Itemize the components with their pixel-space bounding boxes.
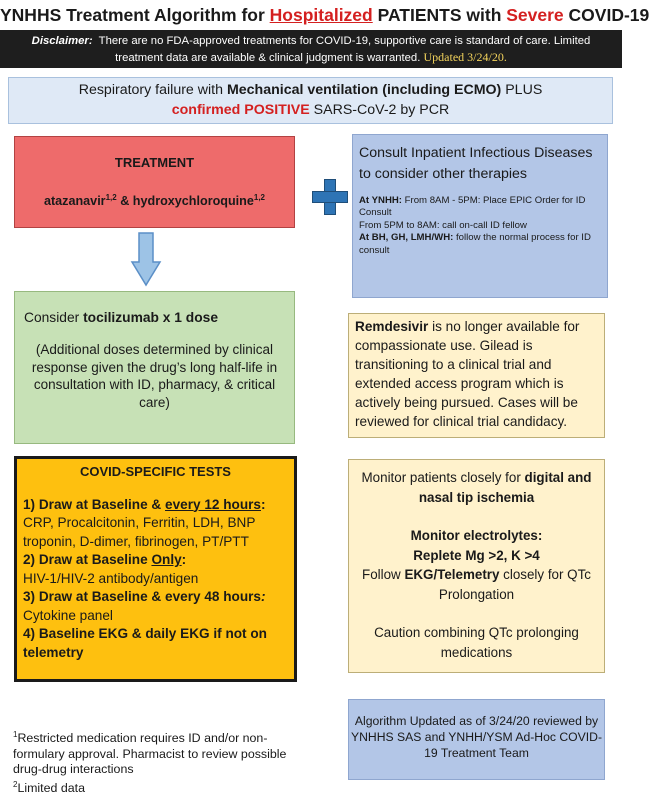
tocilizumab-note: (Additional doses determined by clinical response given the drug’s long half-life in consultation with ID, pharmacy, & critical care) [31, 342, 278, 410]
plus-icon [312, 179, 348, 215]
disclaimer-text: There are no FDA-approved treatments for COVID-19, supportive care is standard of care. Limited treatment data are available & clinical judgment is warranted. [98, 35, 591, 64]
severe-text: Severe [506, 5, 564, 25]
algorithm-update-box: Algorithm Updated as of 3/24/20 reviewed by YNHHS SAS and YNHH/YSM Ad-Hoc COVID-19 Treatment Team [348, 699, 605, 780]
treatment-heading: TREATMENT [114, 155, 195, 170]
page-title: YNHHS Treatment Algorithm for Hospitalized PATIENTS with Severe COVID-19 [0, 5, 649, 25]
disclaimer-banner [0, 30, 622, 68]
consult-info: At YNHH: From 8AM - 5PM: Place EPIC Order for ID Consult From 5PM to 8AM: call on-call ID fellow At BH, GH, LMH/WH: follow the normal process for ID consult [359, 195, 591, 256]
confirmed-positive-text: confirmed POSITIVE [171, 102, 310, 118]
tocilizumab-box: Consider tocilizumab x 1 dose (Additional doses determined by clinical response given the drug’s long half-life in consultation with ID, pharmacy, & critical care) [14, 291, 295, 444]
covid-tests-box: COVID-SPECIFIC TESTS 1) Draw at Baseline & every 12 hours: CRP, Procalcitonin, Ferritin, LDH, BNP troponin, D-dimer, fibrinogen, PT/PTT 2) Draw at Baseline Only: HIV-1/HIV-2 antibody/antigen 3) Draw at Baseline & every 48 hours: Cytokine panel 4) Baseline EKG & daily EKG if not on telemetry [14, 456, 297, 682]
treatment-box [14, 136, 295, 228]
footnotes: $^1$Restricted medication requires ID and/or non-formulary approval. Pharmacist to review possible drug-drug interactions $^2$Limited data [13, 730, 287, 796]
disclaimer-updated: Updated 3/24/20. [423, 50, 507, 64]
remdesivir-box: Remdesivir is no longer available for compassionate use. Gilead is transitioning to a clinical trial and extended access program which is actively being pursued. Cases will be reviewed for clinical trial candidacy. [348, 313, 605, 438]
consult-heading: Consult Inpatient Infectious Diseases to consider other therapies [359, 145, 593, 182]
monitor-box: Monitor patients closely for digital and nasal tip ischemia Monitor electrolytes: Replete Mg >2, K >4 Follow EKG/Telemetry closely for QTc Prolongation Caution combining QTc prolonging medications [348, 459, 605, 673]
respiratory-failure-box: Respiratory failure with Mechanical ventilation (including ECMO) PLUS confirmed POSITIVE SARS-CoV-2 by PCR [8, 77, 613, 124]
tests-heading: COVID-SPECIFIC TESTS [80, 464, 231, 479]
consult-id-box [352, 134, 608, 298]
treatment-drugs: atazanavir$^{1,2}$ & hydroxychloroquine$^{1,2}$ [43, 193, 265, 209]
disclaimer-label: Disclaimer: [31, 35, 93, 47]
hospitalized-text: Hospitalized [269, 5, 373, 25]
down-arrow-icon [131, 232, 161, 286]
